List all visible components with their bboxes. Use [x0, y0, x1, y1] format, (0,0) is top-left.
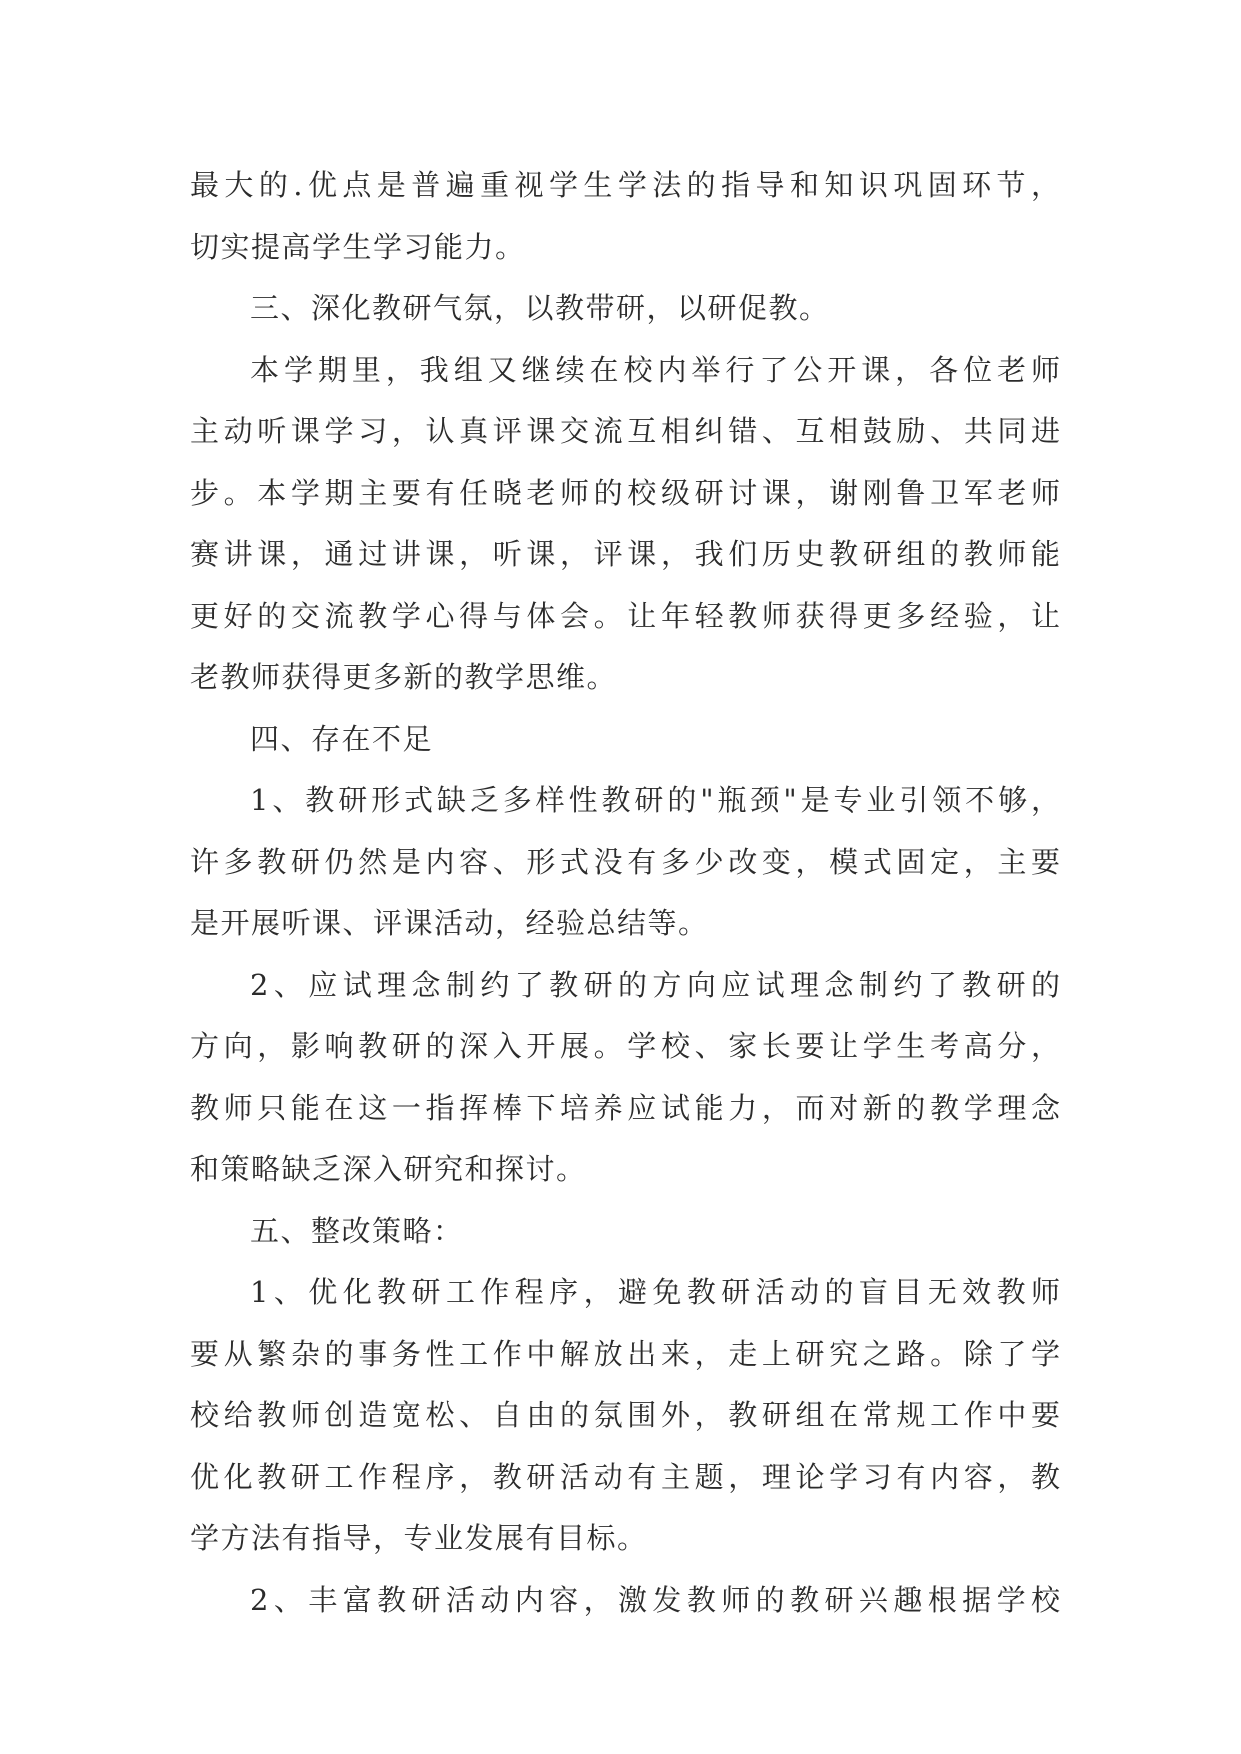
text-line: 学方法有指导，专业发展有目标。	[190, 1521, 648, 1555]
text-line: 是开展听课、评课活动，经验总结等。	[190, 906, 709, 940]
text-line: 校给教师创造宽松、自由的氛围外，教研组在常规工作中要	[190, 1398, 1060, 1432]
document-body	[190, 155, 1060, 1631]
text-line: 1、教研形式缺乏多样性教研的"瓶颈"是专业引领不够，	[250, 783, 1060, 817]
text-line: 四、存在不足	[250, 721, 434, 756]
text-line: 三、深化教研气氛，以教带研，以研促教。	[250, 291, 830, 325]
text-line: 老教师获得更多新的教学思维。	[190, 660, 618, 694]
text-line: 本学期里，我组又继续在校内举行了公开课，各位老师	[250, 352, 1060, 387]
text-line: 五、整改策略：	[250, 1213, 464, 1248]
text-line: 教师只能在这一指挥棒下培养应试能力，而对新的教学理念	[190, 1090, 1060, 1125]
text-line: 更好的交流教学心得与体会。让年轻教师获得更多经验，让	[190, 598, 1060, 633]
text-line: 2、丰富教研活动内容，激发教师的教研兴趣根据学校	[250, 1582, 1060, 1617]
text-line: 方向，影响教研的深入开展。学校、家长要让学生考高分，	[190, 1029, 1060, 1063]
text-line: 最大的.优点是普遍重视学生学法的指导和知识巩固环节，	[190, 168, 1060, 202]
text-line: 要从繁杂的事务性工作中解放出来，走上研究之路。除了学	[190, 1336, 1060, 1371]
text-line: 主动听课学习，认真评课交流互相纠错、互相鼓励、共同进	[190, 414, 1060, 448]
text-line: 切实提高学生学习能力。	[190, 229, 526, 264]
text-line: 优化教研工作程序，教研活动有主题，理论学习有内容，教	[190, 1459, 1060, 1494]
text-line: 2、应试理念制约了教研的方向应试理念制约了教研的	[250, 967, 1060, 1002]
text-line: 赛讲课，通过讲课，听课，评课，我们历史教研组的教师能	[190, 537, 1060, 571]
text-line: 步。本学期主要有任晓老师的校级研讨课，谢刚鲁卫军老师	[190, 475, 1060, 510]
text-line: 1、优化教研工作程序，避免教研活动的盲目无效教师	[250, 1275, 1060, 1309]
text-line: 许多教研仍然是内容、形式没有多少改变，模式固定，主要	[190, 844, 1060, 879]
text-line: 和策略缺乏深入研究和探讨。	[190, 1152, 587, 1186]
